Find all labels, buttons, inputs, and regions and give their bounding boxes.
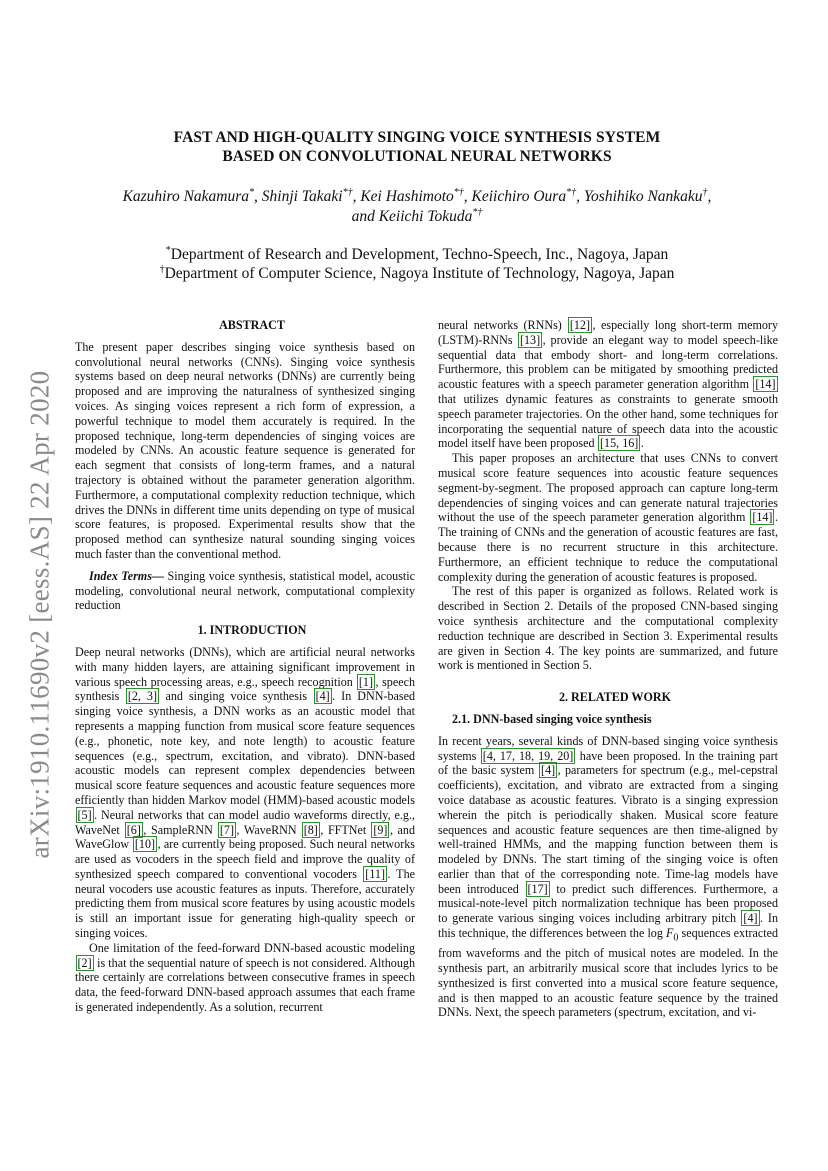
title-line-2: BASED ON CONVOLUTIONAL NEURAL NETWORKS [222, 148, 612, 165]
arxiv-side-stamp [20, 354, 60, 874]
citation-link[interactable]: [5] [77, 807, 92, 822]
citation-link[interactable]: [14] [752, 510, 773, 525]
citation-link[interactable]: [15, 16] [600, 436, 639, 451]
intro-paragraph-3: This paper proposes an architecture that uses CNNs to convert musical score feature sequences into acoustic feature sequences segment-by-segment. The proposed approach can capture long-term dependencies of singing voices and can generate natural trajectories without the use of the speech parameter generation algorithm [14] . The training of CNNs and the generation of acoustic features are fast, because there is no recurrent structure in this architecture. Furthermore, an efficient technique to reduce the computational complexity during the generation of acoustic features is proposed. [438, 451, 778, 584]
citation-link[interactable]: [4, 17, 18, 19, 20] [482, 748, 574, 763]
citation-link[interactable]: [7] [219, 822, 234, 837]
citation-link[interactable]: [12] [569, 318, 590, 332]
citation-link[interactable]: [14] [755, 377, 776, 392]
math-subscript: 0 [673, 932, 679, 944]
citation-link[interactable]: [6] [126, 822, 141, 837]
intro-paragraph-1: Deep neural networks (DNNs), which are artificial neural networks with many hidden layers, are attaining significant improvement in various speech processing areas, e.g., speech recognition [1] , speech synthesis [2, 3] and singing voice synthesis [4] . In DNN-based singing voice synthesis, a DNN works as an acoustic model that represents a mapping function from musical score feature sequences (e.g., phonetic, note key, and note length) to acoustic feature sequences (e.g., spectrum, excitation, and vibrato). DNN-based acoustic models can represent complex dependencies between musical score feature sequences and acoustic feature sequences more efficiently than hidden Markov model (HMM)-based acoustic models [5] . Neural networks that can model audio waveforms directly, e.g., WaveNet [6] , SampleRNN [7] , WaveRNN [8] , FFTNet [9] , and WaveGlow [10] , are currently being proposed. Such neural networks are used as vocoders in the speech field and improve the quality of synthesized speech compared to conventional vocoders [11] . The neural vocoders use acoustic features as inputs. Therefore, accurately predicting them from musical score features by using acoustic models is still an important issue for generating high-quality speech or singing voices. [75, 644, 416, 941]
intro-paragraph-2-continued: neural networks (RNNs) [12] , especially long short-term memory (LSTM)-RNNs [13] , provide an elegant way to model speech-like sequential data that embody short- and long-term correlations. Furthermore, this problem can be mitigated by smoothing predicted acoustic features with a speech parameter generation algorithm [14] that utilizes dynamic features as constraints to generate smooth speech parameter trajectories. On the other hand, some techniques for incorporating the sequential nature of speech data into the acoustic model itself have been proposed [15, 16] . [438, 318, 778, 451]
citation-link[interactable]: [11] [365, 866, 385, 881]
author-line-1: Kazuhiro Nakamura*, Shinji Takaki*†, Kei Hashimoto*†, Keiichiro Oura*†, Yoshihiko Nankaku†, [122, 186, 712, 205]
title-line-1: FAST AND HIGH-QUALITY SINGING VOICE SYNTHESIS SYSTEM [173, 129, 661, 146]
subsection-heading: 2.1. DNN-based singing voice synthesis [452, 711, 652, 726]
affiliation-2: †Department of Computer Science, Nagoya Institute of Technology, Nagoya, Japan [159, 263, 675, 282]
index-terms-text: Singing voice synthesis, statistical model, acoustic modeling, convolutional neural network, computational complexity reduction [75, 568, 415, 613]
citation-link[interactable]: [4] [541, 763, 556, 778]
citation-link[interactable]: [8] [303, 822, 318, 837]
intro-paragraph-2: One limitation of the feed-forward DNN-based acoustic modeling [2] is that the sequential nature of speech is not considered. Although there certainly are correlations between consecutive frames in speech data, the feed-forward DNN-based approach assumes that each frame is generated independently. As a solution, recurrent [75, 940, 415, 1015]
paper-title [110, 128, 724, 166]
index-terms [75, 569, 415, 613]
abstract-heading: ABSTRACT [219, 318, 285, 332]
left-column [75, 318, 415, 1015]
index-terms-label: Index Terms— [89, 568, 164, 583]
affiliations [90, 245, 744, 283]
citation-link[interactable]: [4] [743, 911, 758, 926]
citation-link[interactable]: [17] [527, 881, 548, 896]
citation-link[interactable]: [10] [134, 837, 156, 852]
citation-link[interactable]: [9] [373, 822, 388, 837]
right-column [438, 318, 778, 1020]
related-work-paragraph: In recent years, several kinds of DNN-based singing voice synthesis systems [4, 17, 18, 19, 20] have been proposed. In the training part of the basic system [4] , parameters for spectrum (e.g., mel-cepstral coefficients), excitation, and vibrato are extracted from a singing voice database as acoustic features. Vibrato is a singing expression wherein the pitch is periodically shaken. Musical score feature sequences and acoustic feature sequences are then time-aligned by well-trained HMMs, and the mapping function between them is modeled by DNNs. The start timing of the singing voice is often earlier than that of the corresponding note. Time-lag models have been introduced [17] to predict such differences. Furthermore, a musical-note-level pitch normalization technique has been proposed to generate various singing voices including arbitrary pitch [4] . In this technique, the differences between the $\log F_0$ sequences extracted from waveforms and the pitch of musical notes are modeled. In the synthesis part, an arbitrarily musical score that includes lyrics to be synthesized is first converted into a musical score feature sequence, and is then mapped to an acoustic feature sequence by the trained DNNs. Next, the speech parameters (spectrum, excitation, and vi- [438, 733, 779, 1020]
intro-heading: 1. INTRODUCTION [197, 623, 307, 638]
citation-link[interactable]: [2] [77, 955, 92, 970]
related-work-heading: 2. RELATED WORK [558, 690, 672, 705]
intro-paragraph-4: The rest of this paper is organized as follows. Related work is described in Section 2. Details of the proposed CNN-based singing voice synthesis architecture and the computational complexity reduction technique are described in Section 3. Experimental results are given in Section 4. The key points are summarized, and future work is mentioned in Section 5. [438, 584, 778, 673]
affiliation-1: *Department of Research and Development, Techno-Speech, Inc., Nagoya, Japan [165, 244, 669, 263]
citation-link[interactable]: [1] [358, 674, 374, 689]
citation-link[interactable]: [2, 3] [127, 689, 158, 704]
arxiv-identifier: arXiv:1910.11690v2 [eess.AS] 22 Apr 2020 [24, 370, 55, 858]
citation-link[interactable]: [13] [519, 332, 541, 347]
author-list [90, 187, 744, 227]
citation-link[interactable]: [4] [315, 689, 330, 704]
abstract-body: The present paper describes singing voice synthesis based on convolutional neural networks (CNNs). Singing voice synthesis systems based on deep neural networks (DNNs) are currently being proposed and are improving the naturalness of synthesized singing voices. As singing voices represent a rich form of expression, a powerful technique to model them accurately is required. In the proposed technique, long-term dependencies of singing voices are modeled by CNNs. An acoustic feature sequence is generated for each segment that consists of long-term frames, and a natural trajectory is obtained without the parameter generation algorithm. Furthermore, a computational complexity reduction technique, which drives the DNNs in different time units depending on type of musical score features, is proposed. Experimental results show that the proposed method can synthesize natural sounding singing voices much faster than the conventional method. [75, 339, 415, 561]
math-symbol: F [666, 926, 674, 941]
author-line-2: and Keiichi Tokuda*† [351, 206, 483, 225]
